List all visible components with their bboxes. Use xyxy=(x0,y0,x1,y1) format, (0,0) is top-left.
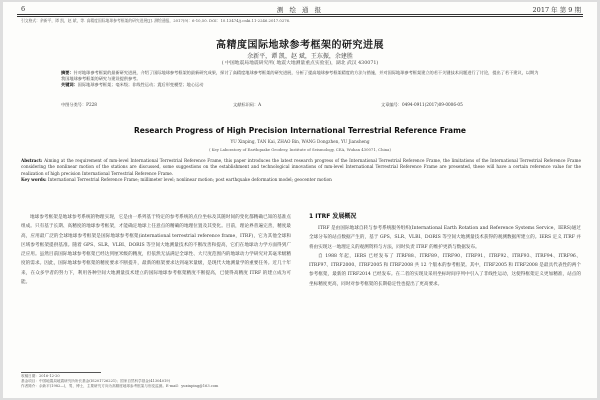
header-rule-thin xyxy=(17,16,583,17)
section-heading: 1 ITRF 发展概况 xyxy=(309,213,357,220)
header-rule xyxy=(17,14,583,15)
chinese-authors: 余新平，谭 凯，赵 斌，王东振，余建胜 xyxy=(247,53,353,60)
footnote-received: 收稿日期：2016-12-20 xyxy=(21,374,60,378)
chinese-keywords xyxy=(61,82,539,88)
english-authors: YU Xinping, TAN Kai, ZHAO Bin, WANG Dongzhen, YU Jiansheng xyxy=(230,139,370,144)
body-left-column: 地球参考框架是地球参考系统的物理实现，它是由一系列基于特定的参考系统的点位坐标及其随时间的变化都精确已知的基准点组成。只有基于长期、高精度的地球参考框架，才能确定地球上任意点的精确的地理位置及其变化。目前，理论界普遍完善，精度最高，应用最广泛的全球地球参考框架是国际地球参考框架(international terrestrial reference frame，ITRF)，它为其他全球和区域参考框架提供基准。随着 GPS、SLR、VLBI、DORIS 等空间大地测量技术的不断改善和提高，它们在地球动力学方面得到广泛应用。虽然目前国际地球参考框架已经达到厘米级的精度，但依然无法满足全球性、大尺度范围内的地球动力学研究对其毫米级精度的需求。因此，国际地球参考框架的精度要求不断提升，最新的框架要求达到毫米量级，是现代大地测量学的重要任务。近几十年来，在众多学者的努力下，利用各种空间大地测量技术建立的国际地球参考框架精度不断提高，已使得高精度 ITRF 的建立成为可能。 xyxy=(21,215,291,286)
chinese-keywords-label: 关键词： xyxy=(61,82,78,88)
english-keywords-text: International Terrestrial Reference Frame; millimeter level; nonlinear motion; post earthquake deformation model; geocenter motion xyxy=(47,177,332,183)
body-paragraph: ITRF 是由国际地球自转与参考系统服务组织(International Earth Rotation and Reference Systems Service，IERS)通过全球分布的站点数据产生的，基于 GPS、SLR、VLBI、DORIS 等空间大地测量技术获得的观测数据所建立的。IERS 定义 ITRF 并将由实现这一地理定义的观测资料与方法，同时负责 ITRF 的维护更新与数据发布。 xyxy=(309,226,581,250)
body-right-column xyxy=(309,224,581,289)
english-abstract-block xyxy=(21,158,581,184)
article-number: 文章编号：0494-0911(2017)09-0006-05 xyxy=(381,102,463,107)
chinese-keywords-text: 国际地球参考框架；毫米级；非线性运动；震后形变模型；地心运动 xyxy=(77,82,204,88)
chinese-abstract-text: 针对地球参考框架的最新研究进展，介绍了国际地球参考框架的最新研究成果，探讨了高精度地球参考框架的研究进展，分析了提高地球参考框架精度的方法与措施，并对国际地球参考框架建立的若干关键技术问题进行了讨论，提出了若干建议，以期为我国地球参考框架的研究与建设提供参考。 xyxy=(61,70,539,82)
footnote-fund: 基金项目：中国地震局地震研究所所长基金(IS201726221)；国家自然科学基金(41304019) xyxy=(21,378,170,383)
chinese-affiliation: ( 中国地震局地震研究所( 地震大地测量重点实验室)，湖北 武汉 430071) xyxy=(221,61,379,66)
footnote-author: 作者简介：余新平(1982—)，男，博士，主要研究方向为高精度地球参考框架与形变监测。E-mail：yuxinping@163.com xyxy=(21,383,219,388)
journal-name: 测 绘 通 报 xyxy=(276,6,324,14)
english-affiliation: ( Key Laboratory of Earthquake Geodesy, Institute of Seismology, CEA, Wuhan 430071, China) xyxy=(209,147,391,152)
chinese-title: 高精度国际地球参考框架的研究进展 xyxy=(216,40,384,51)
clc-number: 中图分类号：P228 xyxy=(61,102,97,107)
english-keywords-label: Key words: xyxy=(21,177,47,183)
english-title: Research Progress of High Precision International Terrestrial Reference Frame xyxy=(133,126,467,135)
page-number: 6 xyxy=(21,5,26,13)
english-abstract-text: Aiming at the requirement of mm-level International Terrestrial Reference Frame, this paper introduces the latest research progress of the International Terrestrial Reference Frame, the limitations of the International Terrestrial Reference Frame considering the nonlinear motion of the stations are discussed, some suggestions on the establishment and technological innovations of mm-level International Terrestrial Reference Frame are presented, these will have a certain reference value for the realization of high precision International Terrestrial Reference Frame. xyxy=(21,158,581,176)
english-abstract xyxy=(21,158,581,177)
footnotes xyxy=(21,374,291,388)
footnote-rule xyxy=(21,372,101,373)
journal-page xyxy=(3,2,597,398)
document-code: 文献标识码：A xyxy=(233,102,262,107)
chinese-abstract-label: 摘要： xyxy=(61,70,74,75)
citation-line: 引文格式：余新平，谭 凯，赵 斌，等. 高精度国际地球参考框架的研究进展[J]. 测绘通报，2017(9)：6-10,50. DOI：10.13474/j.cnki.11-2246.2017.0276. xyxy=(21,18,291,23)
english-abstract-label: Abstract: xyxy=(21,158,43,163)
chinese-abstract xyxy=(61,70,539,82)
body-paragraph: 自 1988 年起，IERS 已经发布了 ITRF88、ITRF89、ITRF90、ITRF91、ITRF92、ITRF93、ITRF94、ITRF96、ITRF97、ITRF2000、ITRF2005 和 ITRF2008 共 12 个版本的参考框架。其中，ITRF2005 和 ITRF2008 是最具代表性的两个参考框架，最新的 ITRF2014 已经发布。在二者的实现及采用坐标时间序列中引入了非线性运动，这使得框架定义更加精准，站点的坐标精度更高，同时对参考框架的长期稳定性也提出了更高要求。 xyxy=(309,253,581,287)
issue-label: 2017 年 第 9 期 xyxy=(532,6,581,14)
english-keywords xyxy=(21,177,581,183)
chinese-abstract-block xyxy=(61,70,539,89)
